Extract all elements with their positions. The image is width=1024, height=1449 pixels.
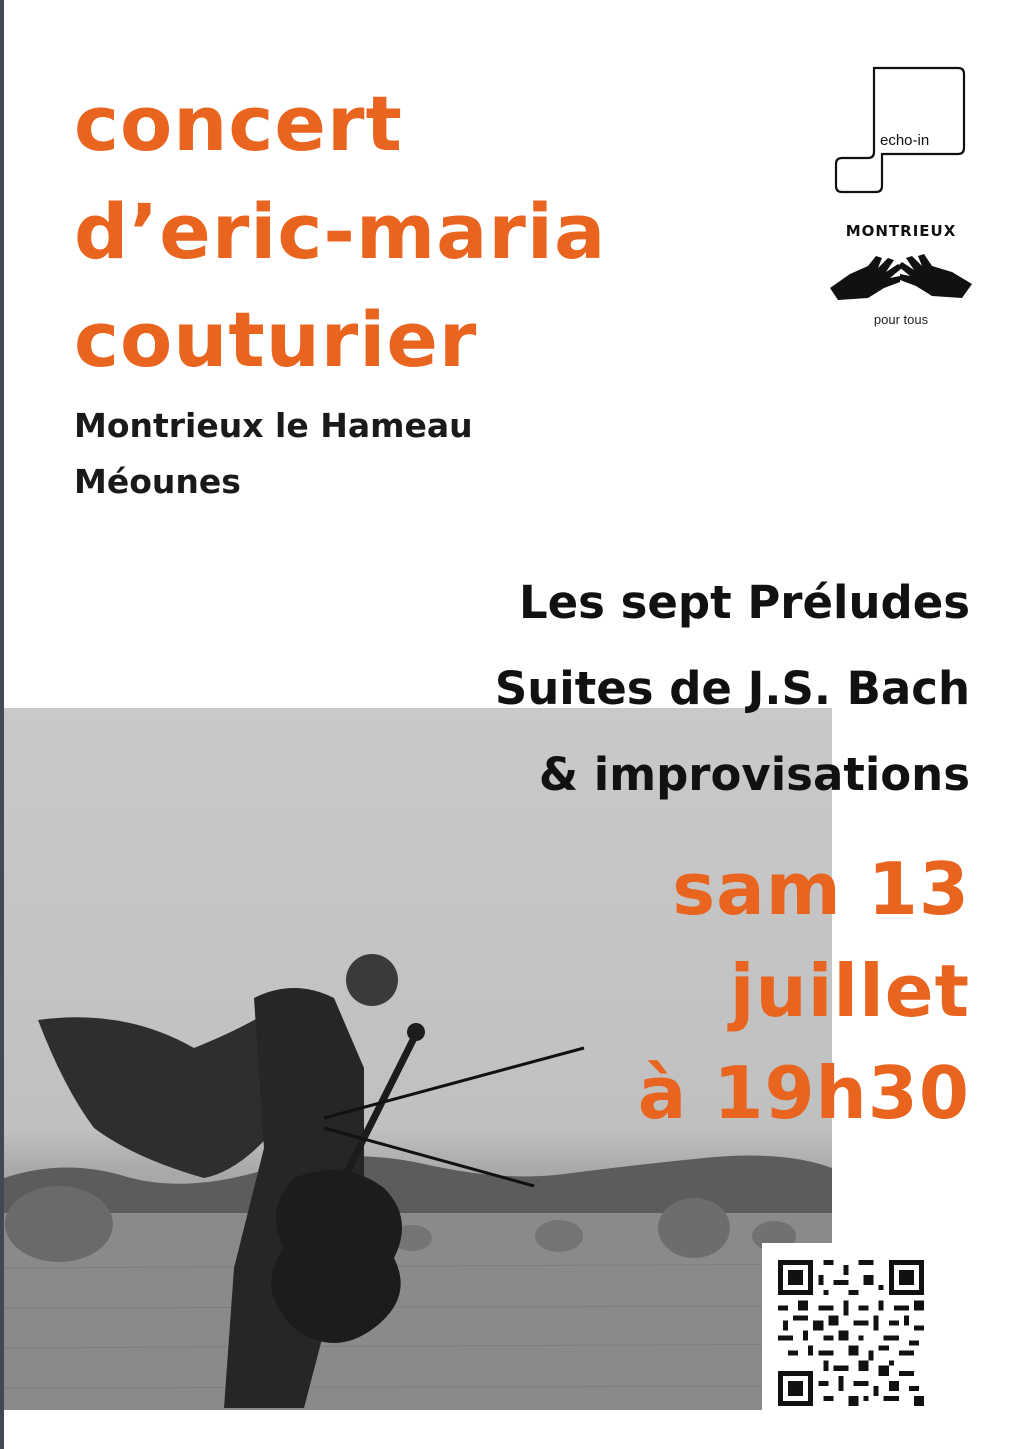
- concert-title: [74, 70, 606, 394]
- venue-block: [74, 398, 473, 510]
- echo-in-label: echo-in: [880, 132, 930, 149]
- qr-code-icon: [778, 1260, 924, 1406]
- echo-in-logo: [834, 64, 966, 196]
- venue-town: Méounes: [74, 462, 241, 501]
- hands-icon: [828, 244, 974, 304]
- echo-in-logo-icon: [834, 64, 966, 196]
- program-block: [495, 560, 970, 818]
- program-line-1: Les sept Préludes: [518, 576, 970, 629]
- venue-name: Montrieux le Hameau: [74, 406, 473, 445]
- qr-code[interactable]: [762, 1243, 942, 1421]
- montrieux-pour-tous-logo: [826, 222, 976, 332]
- montrieux-logo-subtitle: pour tous: [873, 312, 929, 327]
- montrieux-logo-name: MONTRIEUX: [845, 222, 957, 240]
- date-line-1: sam 13: [672, 847, 970, 931]
- title-line-1: concert: [74, 79, 403, 168]
- title-line-3: couturier: [74, 295, 478, 384]
- date-line-3: à 19h30: [637, 1051, 970, 1135]
- title-line-2: d’eric-maria: [74, 187, 607, 276]
- event-date: [638, 838, 970, 1144]
- program-line-2: Suites de J.S. Bach: [494, 662, 970, 715]
- date-line-2: juillet: [729, 949, 970, 1033]
- program-line-3: & improvisations: [538, 748, 970, 801]
